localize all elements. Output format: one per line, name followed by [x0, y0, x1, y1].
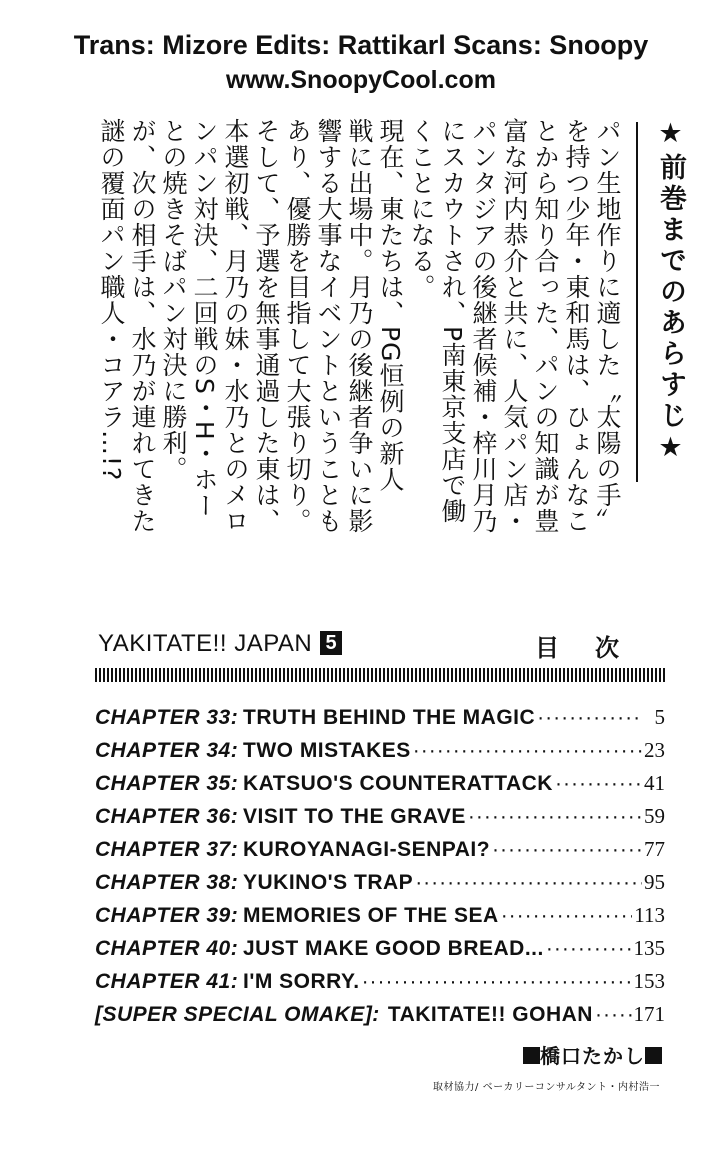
credits-line: Trans: Mizore Edits: Rattikarl Scans: Snoopy: [73, 30, 649, 60]
table-of-contents: [95, 628, 665, 1035]
synopsis-column: とから知り合った、パンの知識が豊: [531, 118, 560, 534]
synopsis-column: 富な河内恭介と共に、人気パン店・: [500, 118, 529, 534]
toc-entry[interactable]: [95, 969, 665, 1002]
page-number: 153: [633, 969, 665, 993]
synopsis-column: が、次の相手は、水乃が連れてきた: [128, 118, 157, 534]
page-number: 113: [634, 903, 665, 927]
page-number: 23: [644, 738, 665, 762]
synopsis-title: ★前巻までのあらすじ★: [655, 118, 686, 467]
chapter-title: I'M SORRY.: [243, 970, 360, 993]
barcode-divider: [95, 668, 665, 682]
dot-leader: [595, 1003, 632, 1027]
volume-badge: 5: [320, 631, 342, 655]
chapter-label: CHAPTER 39:: [95, 904, 239, 927]
chapter-label: CHAPTER 35:: [95, 772, 239, 795]
toc-entry[interactable]: [95, 804, 665, 837]
synopsis-column: 本選初戦、月乃の妹・水乃とのメロ: [221, 118, 250, 534]
chapter-title: VISIT TO THE GRAVE: [243, 805, 466, 828]
contents-heading: 目次: [535, 634, 655, 662]
toc-header: [95, 628, 665, 662]
dot-leader: [413, 739, 642, 763]
chapter-label: CHAPTER 33:: [95, 706, 239, 729]
dot-leader: [362, 970, 632, 994]
synopsis-column: くことになる。: [407, 118, 436, 300]
chapter-label: CHAPTER 40:: [95, 937, 239, 960]
synopsis-column: ンパン対決、二回戦のS・H・ホー: [190, 118, 219, 519]
toc-entry[interactable]: [95, 837, 665, 870]
chapter-title: TAKITATE!! GOHAN: [387, 1003, 593, 1026]
website-link[interactable]: www.SnoopyCool.com: [226, 66, 496, 94]
page-number: 77: [644, 837, 665, 861]
square-icon: [523, 1047, 540, 1064]
toc-entry[interactable]: [95, 705, 665, 738]
synopsis-column: 響する大事なイベントということも: [314, 118, 343, 534]
toc-entry[interactable]: [95, 936, 665, 969]
synopsis-column: パン生地作りに適した〝太陽の手〟: [593, 118, 622, 534]
synopsis-divider: [636, 122, 638, 482]
toc-entry[interactable]: [95, 903, 665, 936]
synopsis-column: 現在、東たちは、PG恒例の新人: [376, 118, 405, 493]
synopsis-column: そして、予選を無事通過した東は、: [252, 118, 281, 534]
page-number: 59: [644, 804, 665, 828]
toc-entry[interactable]: [95, 1002, 665, 1035]
dot-leader: [537, 706, 643, 730]
dot-leader: [415, 871, 642, 895]
synopsis-column: あり、優勝を目指して大張り切り。: [283, 118, 312, 534]
toc-entry[interactable]: [95, 771, 665, 804]
page-number: 5: [654, 705, 665, 729]
chapter-label: [SUPER SPECIAL OMAKE]:: [95, 1003, 380, 1026]
chapter-title: KUROYANAGI-SENPAI?: [243, 838, 491, 861]
synopsis-column: パンタジアの後継者候補・梓川月乃: [469, 118, 498, 534]
cooperation-credit: 取材協力/ ベーカリーコンサルタント・内村浩一: [433, 1082, 660, 1093]
toc-entry[interactable]: [95, 738, 665, 771]
dot-leader: [492, 838, 642, 862]
chapter-title: KATSUO'S COUNTERATTACK: [243, 772, 553, 795]
synopsis-block: [90, 118, 690, 534]
synopsis-column: 謎の覆面パン職人・コアラ…!?: [97, 118, 126, 482]
author-text: 橋口たかし: [540, 1044, 645, 1068]
page-number: 135: [633, 936, 665, 960]
series-name: YAKITATE!! JAPAN: [98, 630, 313, 657]
dot-leader: [501, 904, 633, 928]
series-title: [98, 630, 342, 658]
page-number: 41: [644, 771, 665, 795]
chapter-label: CHAPTER 38:: [95, 871, 239, 894]
chapter-label: CHAPTER 34:: [95, 739, 239, 762]
dot-leader: [555, 772, 642, 796]
dot-leader: [468, 805, 642, 829]
synopsis-column: との焼きそばパン対決に勝利。: [159, 118, 188, 482]
chapter-title: MEMORIES OF THE SEA: [243, 904, 499, 927]
synopsis-column: 戦に出場中。月乃の後継者争いに影: [345, 118, 374, 534]
chapter-title: JUST MAKE GOOD BREAD...: [243, 937, 544, 960]
chapter-title: TWO MISTAKES: [243, 739, 411, 762]
chapter-label: CHAPTER 37:: [95, 838, 239, 861]
page-number: 95: [644, 870, 665, 894]
chapter-label: CHAPTER 36:: [95, 805, 239, 828]
page-number: 171: [633, 1002, 665, 1026]
synopsis-column: にスカウトされ、P南東京支店で働: [438, 118, 467, 525]
author-name: [523, 1040, 662, 1069]
chapter-title: TRUTH BEHIND THE MAGIC: [243, 706, 536, 729]
toc-entry[interactable]: [95, 870, 665, 903]
synopsis-column: を持つ少年・東和馬は、ひょんなこ: [562, 118, 591, 534]
chapter-title: YUKINO'S TRAP: [243, 871, 414, 894]
chapter-label: CHAPTER 41:: [95, 970, 239, 993]
chapter-list: [95, 705, 665, 1035]
square-icon: [645, 1047, 662, 1064]
dot-leader: [546, 937, 632, 961]
